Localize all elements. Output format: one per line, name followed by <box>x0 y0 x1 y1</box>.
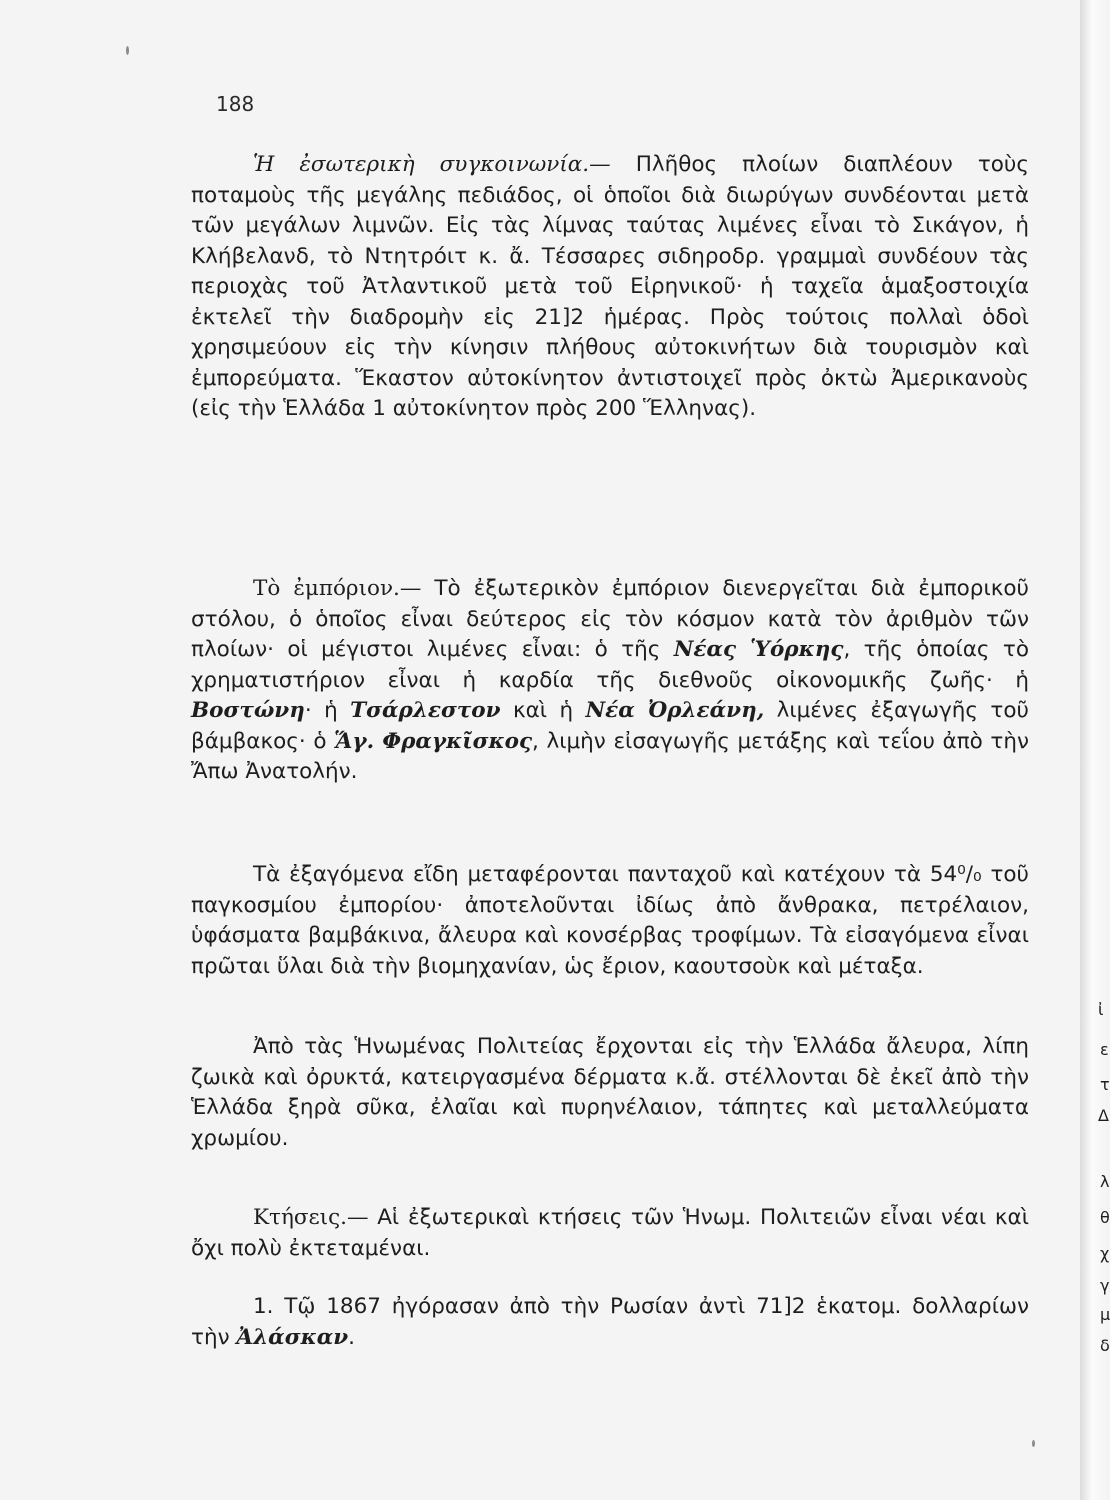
exports-text: Τὰ ἐξαγόμενα εἴδη μεταφέρονται πανταχοῦ καὶ κατέχουν τὰ 54⁰/₀ τοῦ παγκοσμίου ἐμπορίου· ἀποτελοῦνται ἰδίως ἀπὸ ἄνθρακα, πετρέλαιον, ὑφάσματα βαμβάκινα, ἄλευρα καὶ κονσέρβας τροφίμων. Τὰ εἰσαγόμενα εἶναι πρῶται ὕλαι διὰ τὴν βιομηχανίαν, ὡς ἔριον, καουτσοὺκ καὶ μέταξα. <box>191 862 1029 979</box>
ghost-letter: λ <box>1100 1172 1110 1191</box>
internal-communication-text: Πλῆθος πλοίων διαπλέουν τοὺς ποταμοὺς τῆς μεγάλης πεδιάδος, οἱ ὁποῖοι διὰ διωρύγων συνδέονται μετὰ τῶν μεγάλων λιμνῶν. Εἰς τὰς λίμνας ταύτας λιμένες εἶναι τὸ Σικάγον, ἡ Κλήβελανδ, τὸ Ντητρόιτ κ. ἄ. Τέσσαρες σιδηροδρ. γραμμαὶ συνδέουν τὰς περιοχὰς τοῦ Ἀτλαντικοῦ μετὰ τοῦ Εἰρηνικοῦ· ἡ ταχεῖα ἁμαξοστοιχία ἐκτελεῖ τὴν διαδρομὴν εἰς 21]2 ἡμέρας. Πρὸς τούτοις πολλαὶ ὁδοὶ χρησιμεύουν εἰς τὴν κίνησιν πλήθους αὐτοκινήτων διὰ τουρισμὸν καὶ ἐμπορεύματα. Ἕκαστον αὐτοκίνητον ἀντιστοιχεῖ πρὸς ὀκτὼ Ἀμερικανοὺς (εἰς τὴν Ἑλλάδα 1 αὐτοκίνητον πρὸς 200 Ἕλληνας). <box>191 152 1029 421</box>
commerce-text-4: καὶ ἡ <box>500 698 586 723</box>
ghost-letter: ε <box>1100 1040 1109 1059</box>
commerce-text-2: , τῆς ὁποίας τὸ χρηματιστήριον εἶναι ἡ καρδία τῆς διεθνοῦς οἰκονομικῆς ζωῆς· ἡ <box>191 637 1030 693</box>
ghost-letter: ἰ <box>1098 1000 1104 1019</box>
paragraph-possessions <box>191 1203 1029 1264</box>
place-alaska: Ἀλάσκαν <box>236 1324 349 1350</box>
paragraph-exports <box>191 860 1029 982</box>
ghost-letter: χ <box>1100 1244 1110 1263</box>
heading-possessions: Κτήσεις.— <box>253 1205 369 1230</box>
paragraph-alaska <box>191 1292 1029 1353</box>
ghost-letter: δ <box>1100 1336 1110 1355</box>
place-boston: Βοστώνη <box>191 698 305 723</box>
ghost-letter: τ <box>1100 1075 1110 1094</box>
paragraph-internal-communication <box>191 150 1029 425</box>
place-san-francisco: Ἅγ. Φραγκῖσκος <box>334 728 533 754</box>
facing-page-edge <box>1080 0 1110 1500</box>
print-speck <box>1032 1440 1035 1447</box>
page-number: 188 <box>216 92 255 116</box>
alaska-end: . <box>348 1324 355 1350</box>
ghost-letter: μ <box>1100 1305 1110 1324</box>
ghost-letter: θ <box>1100 1208 1110 1227</box>
possessions-text: Αἱ ἐξωτερικαὶ κτήσεις τῶν Ἡνωμ. Πολιτειῶν εἶναι νέαι καὶ ὄχι πολὺ ἐκτεταμέναι. <box>191 1205 1029 1261</box>
heading-internal-communication: Ἡ ἐσωτερικὴ συγκοινωνία.— <box>253 152 611 177</box>
place-charleston: Τσάρλεστον <box>350 698 501 723</box>
ghost-letter: Δ <box>1098 1106 1109 1125</box>
place-new-orleans: Νέα Ὀρλεάνη, <box>585 698 765 723</box>
paragraph-greece-trade <box>191 1032 1029 1154</box>
heading-commerce: Τὸ ἐμπόριον.— <box>253 576 422 601</box>
greece-trade-text: Ἀπὸ τὰς Ἡνωμένας Πολιτείας ἔρχονται εἰς τὴν Ἑλλάδα ἄλευρα, λίπη ζωικὰ καὶ ὀρυκτά, κατειργασμένα δέρματα κ.ἄ. στέλλονται δὲ ἐκεῖ ἀπὸ τὴν Ἑλλάδα ξηρὰ σῦκα, ἐλαῖαι καὶ πυρηνέλαιον, τάπητες καὶ μεταλλεύματα χρωμίου. <box>191 1034 1029 1151</box>
paragraph-commerce <box>191 574 1029 788</box>
commerce-text-1: Τὸ ἐξωτερικὸν ἐμπόριον διενεργεῖται διὰ ἐμπορικοῦ στόλου, ὁ ὁποῖος εἶναι δεύτερος εἰς τὸν κόσμον κατὰ τὸν ἀριθμὸν τῶν πλοίων· οἱ μέγιστοι λιμένες εἶναι: ὁ τῆς <box>191 576 1029 662</box>
commerce-text-3: · ἡ <box>304 698 351 723</box>
ghost-letter: γ <box>1100 1276 1110 1295</box>
commerce-text-5: λιμένες ἐξαγωγῆς τοῦ βάμβακος· ὁ <box>191 698 1029 754</box>
print-speck <box>126 46 129 55</box>
place-new-york: Νέας Ὑόρκης <box>673 637 844 662</box>
alaska-text: 1. Τῷ 1867 ἠγόρασαν ἀπὸ τὴν Ρωσίαν ἀντὶ 71]2 ἑκατομ. δολλαρίων τὴν <box>191 1294 1029 1350</box>
commerce-text-6: , λιμὴν εἰσαγωγῆς μετάξης καὶ τεΐου ἀπὸ τὴν Ἄπω Ἀνατολήν. <box>191 728 1029 784</box>
